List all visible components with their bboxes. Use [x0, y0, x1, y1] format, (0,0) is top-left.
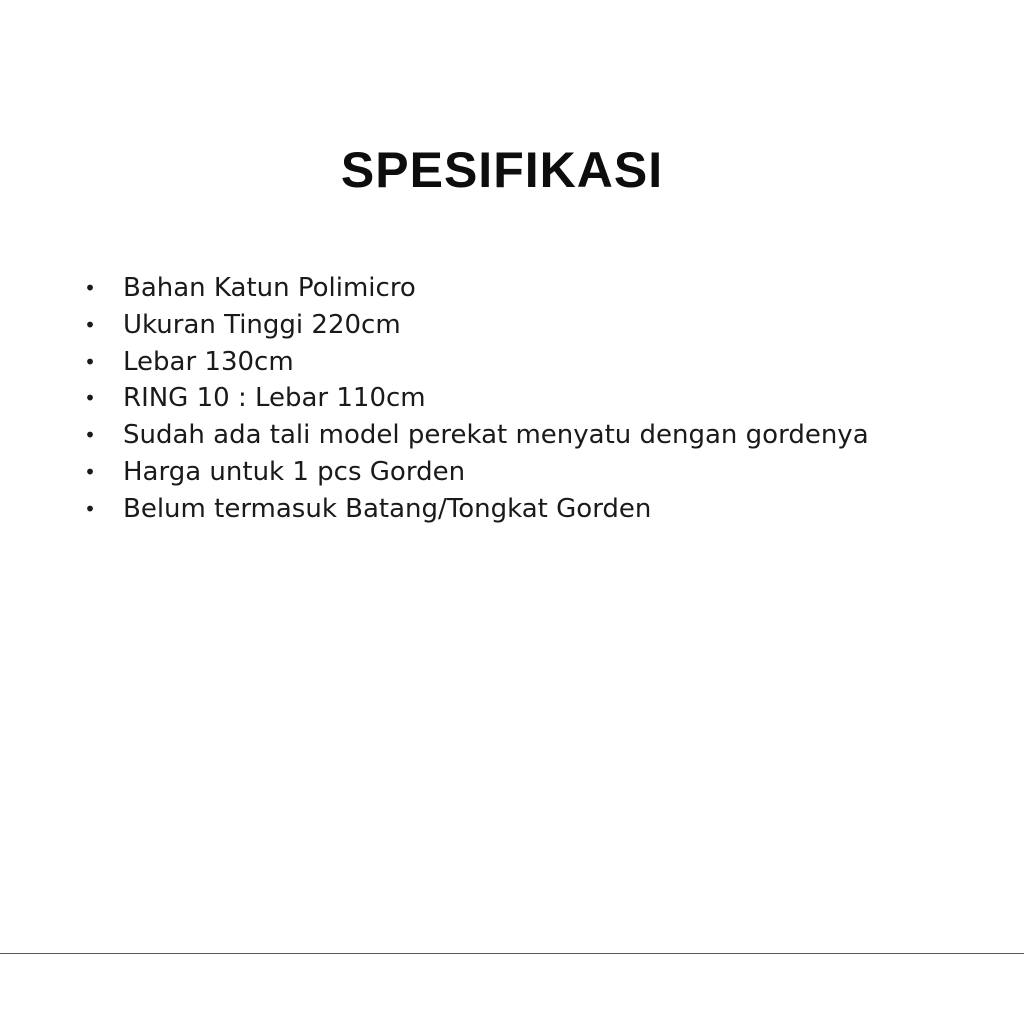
spec-list [84, 270, 869, 528]
list-item-text: Lebar 130cm [123, 346, 294, 377]
bullet-icon: • [84, 459, 96, 484]
list-item [84, 307, 869, 344]
list-item-text: Belum termasuk Batang/Tongkat Gorden [123, 493, 652, 524]
list-item [84, 380, 869, 417]
page-title: SPESIFIKASI [340, 142, 664, 198]
list-item-text: Harga untuk 1 pcs Gorden [123, 456, 466, 487]
list-item [84, 270, 869, 307]
bullet-icon: • [84, 386, 96, 411]
list-item-text: RING 10 : Lebar 110cm [123, 383, 426, 414]
list-item [84, 491, 869, 528]
list-item-text: Ukuran Tinggi 220cm [123, 309, 401, 340]
bullet-icon: • [84, 276, 96, 300]
bullet-icon: • [84, 496, 96, 521]
list-item-text: Bahan Katun Polimicro [123, 273, 416, 303]
bullet-icon: • [84, 423, 96, 448]
bottom-divider [0, 953, 1024, 954]
list-item [84, 454, 869, 491]
list-item [84, 417, 869, 454]
list-item-text: Sudah ada tali model perekat menyatu dengan gordenya [123, 420, 869, 451]
list-item [84, 344, 869, 381]
bullet-icon: • [84, 349, 96, 374]
bullet-icon: • [84, 312, 96, 337]
